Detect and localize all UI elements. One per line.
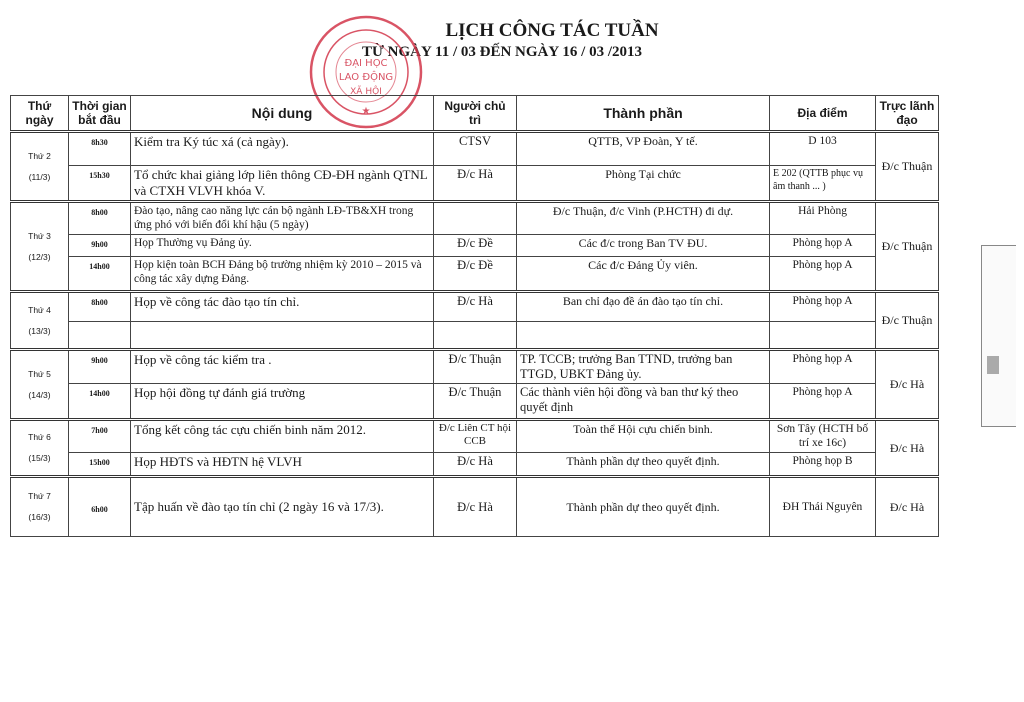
table-row bbox=[11, 477, 939, 537]
col-start: Thời gian bắt đầu bbox=[69, 96, 131, 132]
content-cell: Họp kiện toàn BCH Đảng bộ trường nhiệm kỳ 2010 – 2015 và công tác xây dựng Đảng. bbox=[131, 257, 434, 292]
leader-cell: Đ/c Hà bbox=[876, 350, 939, 420]
table-row bbox=[11, 384, 939, 420]
chair-cell: Đ/c Thuận bbox=[434, 384, 517, 420]
col-chair: Người chủ trì bbox=[434, 96, 517, 132]
leader-cell: Đ/c Thuận bbox=[876, 292, 939, 350]
day-cell: Thứ 4 (13/3) bbox=[11, 292, 69, 350]
chair-cell: Đ/c Hà bbox=[434, 453, 517, 477]
col-leader: Trực lãnh đạo bbox=[876, 96, 939, 132]
table-row bbox=[11, 292, 939, 322]
chair-cell: Đ/c Hà bbox=[434, 477, 517, 537]
content-cell: Tổng kết công tác cựu chiến binh năm 2012. bbox=[131, 420, 434, 453]
time-cell bbox=[69, 322, 131, 350]
location-cell: D 103 bbox=[770, 132, 876, 166]
day-cell: Thứ 2 (11/3) bbox=[11, 132, 69, 202]
location-cell: Phòng họp A bbox=[770, 384, 876, 420]
location-cell: Hải Phòng bbox=[770, 202, 876, 235]
participants-cell: Đ/c Thuận, đ/c Vinh (P.HCTH) đi dự. bbox=[517, 202, 770, 235]
table-row bbox=[11, 453, 939, 477]
chair-cell bbox=[434, 202, 517, 235]
time-cell: 14h00 bbox=[69, 384, 131, 420]
participants-cell: QTTB, VP Đoàn, Y tế. bbox=[517, 132, 770, 166]
svg-text:★: ★ bbox=[361, 106, 371, 117]
table-row bbox=[11, 257, 939, 292]
page-title: LỊCH CÔNG TÁC TUẦN bbox=[445, 20, 659, 41]
day-cell: Thứ 3 (12/3) bbox=[11, 202, 69, 292]
content-cell: Họp về công tác đào tạo tín chỉ. bbox=[131, 292, 434, 322]
time-cell: 8h30 bbox=[69, 132, 131, 166]
chair-cell bbox=[434, 322, 517, 350]
content-cell: Đào tạo, nâng cao năng lực cán bộ ngành LĐ-TB&XH trong ứng phó với biến đổi khí hậu (5 ngày) bbox=[131, 202, 434, 235]
participants-cell: Thành phần dự theo quyết định. bbox=[517, 453, 770, 477]
chair-cell: CTSV bbox=[434, 132, 517, 166]
svg-text:ĐẠI HỌC: ĐẠI HỌC bbox=[344, 58, 388, 69]
table-row bbox=[11, 235, 939, 257]
participants-cell: Phòng Tại chức bbox=[517, 166, 770, 202]
time-cell: 6h00 bbox=[69, 477, 131, 537]
participants-cell: Thành phần dự theo quyết định. bbox=[517, 477, 770, 537]
time-cell: 15h30 bbox=[69, 166, 131, 202]
time-cell: 8h00 bbox=[69, 292, 131, 322]
table-row bbox=[11, 166, 939, 202]
svg-text:XÃ HỘI: XÃ HỘI bbox=[350, 87, 382, 97]
participants-cell: Các đ/c trong Ban TV ĐU. bbox=[517, 235, 770, 257]
day-cell: Thứ 5 (14/3) bbox=[11, 350, 69, 420]
time-cell: 14h00 bbox=[69, 257, 131, 292]
leader-cell: Đ/c Hà bbox=[876, 420, 939, 477]
chair-cell: Đ/c Hà bbox=[434, 166, 517, 202]
content-cell: Họp về công tác kiểm tra . bbox=[131, 350, 434, 384]
col-participants: Thành phần bbox=[517, 96, 770, 132]
participants-cell: TP. TCCB; trưởng Ban TTND, trưởng ban TTGD, UBKT Đảng ủy. bbox=[517, 350, 770, 384]
content-cell: Họp HĐTS và HĐTN hệ VLVH bbox=[131, 453, 434, 477]
participants-cell: Các đ/c Đảng Ủy viên. bbox=[517, 257, 770, 292]
content-cell bbox=[131, 322, 434, 350]
day-cell: Thứ 7 (16/3) bbox=[11, 477, 69, 537]
location-cell: Phòng họp A bbox=[770, 350, 876, 384]
col-content: Nội dung bbox=[131, 96, 434, 132]
location-cell: Phòng họp A bbox=[770, 292, 876, 322]
scanner-edge-mark bbox=[981, 245, 1016, 427]
time-cell: 9h00 bbox=[69, 350, 131, 384]
location-cell: Sơn Tây (HCTH bố trí xe 16c) bbox=[770, 420, 876, 453]
chair-cell: Đ/c Hà bbox=[434, 292, 517, 322]
time-cell: 8h00 bbox=[69, 202, 131, 235]
table-row bbox=[11, 132, 939, 166]
table-row bbox=[11, 322, 939, 350]
chair-cell: Đ/c Đề bbox=[434, 257, 517, 292]
content-cell: Kiểm tra Ký túc xá (cả ngày). bbox=[131, 132, 434, 166]
table-row bbox=[11, 420, 939, 453]
leader-cell: Đ/c Thuận bbox=[876, 132, 939, 202]
leader-cell: Đ/c Hà bbox=[876, 477, 939, 537]
chair-cell: Đ/c Thuận bbox=[434, 350, 517, 384]
location-cell: E 202 (QTTB phục vụ âm thanh ... ) bbox=[770, 166, 876, 202]
page-subtitle: TỪ NGÀY 11 / 03 ĐẾN NGÀY 16 / 03 /2013 bbox=[361, 44, 642, 60]
leader-cell: Đ/c Thuận bbox=[876, 202, 939, 292]
participants-cell: Ban chỉ đạo đề án đào tạo tín chỉ. bbox=[517, 292, 770, 322]
content-cell: Tập huấn về đào tạo tín chỉ (2 ngày 16 và 17/3). bbox=[131, 477, 434, 537]
location-cell: Phòng họp A bbox=[770, 257, 876, 292]
chair-cell: Đ/c Liên CT hội CCB bbox=[434, 420, 517, 453]
content-cell: Họp Thường vụ Đảng ủy. bbox=[131, 235, 434, 257]
participants-cell bbox=[517, 322, 770, 350]
table-row bbox=[11, 202, 939, 235]
content-cell: Họp hội đồng tự đánh giá trường bbox=[131, 384, 434, 420]
schedule-table bbox=[10, 95, 939, 537]
svg-text:LAO ĐỘNG: LAO ĐỘNG bbox=[338, 72, 394, 83]
table-row bbox=[11, 350, 939, 384]
location-cell: Phòng họp A bbox=[770, 235, 876, 257]
participants-cell: Các thành viên hội đồng và ban thư ký theo quyết định bbox=[517, 384, 770, 420]
location-cell: Phòng họp B bbox=[770, 453, 876, 477]
header-row bbox=[11, 96, 939, 132]
time-cell: 7h00 bbox=[69, 420, 131, 453]
location-cell bbox=[770, 322, 876, 350]
time-cell: 9h00 bbox=[69, 235, 131, 257]
participants-cell: Toàn thể Hội cựu chiến binh. bbox=[517, 420, 770, 453]
location-cell: ĐH Thái Nguyên bbox=[770, 477, 876, 537]
chair-cell: Đ/c Đề bbox=[434, 235, 517, 257]
col-day: Thứ ngày bbox=[11, 96, 69, 132]
time-cell: 15h00 bbox=[69, 453, 131, 477]
day-cell: Thứ 6 (15/3) bbox=[11, 420, 69, 477]
content-cell: Tổ chức khai giảng lớp liên thông CĐ-ĐH ngành QTNL và CTXH VLVH khóa V. bbox=[131, 166, 434, 202]
col-location: Địa điểm bbox=[770, 96, 876, 132]
scanner-tab bbox=[987, 356, 999, 374]
